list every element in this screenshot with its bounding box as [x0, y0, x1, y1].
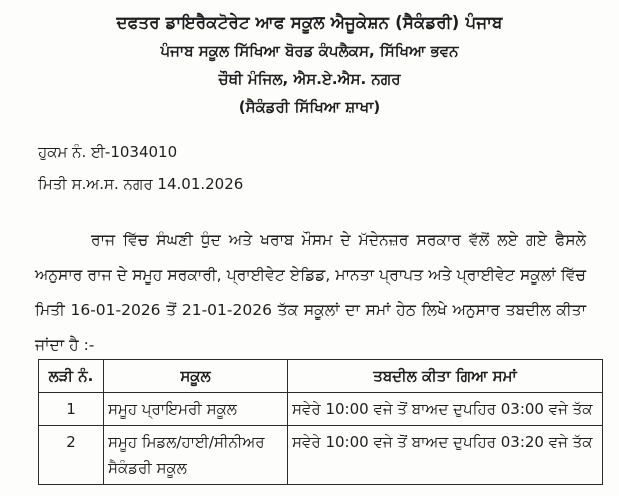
- school-timing-table: [38, 359, 603, 485]
- row-school: ਸਮੂਹ ਪ੍ਰਾਇਮਰੀ ਸਕੂਲ: [104, 393, 288, 426]
- office-address: ਪੰਜਾਬ ਸਕੂਲ ਸਿੱਖਿਆ ਬੋਰਡ ਕੰਪਲੈਕਸ, ਸਿੱਖਿਆ ਭਵਨ: [160, 42, 459, 60]
- order-number: ਹੁਕਮ ਨੰ. ਈ-1034010: [38, 143, 178, 161]
- office-floor-city: ਚੌਥੀ ਮੰਜਿਲ, ਐਸ.ਏ.ਐਸ. ਨਗਰ: [218, 70, 401, 88]
- row-serial: 1: [39, 393, 104, 426]
- table-row: [39, 393, 603, 426]
- header-changed-time: ਤਬਦੀਲ ਕੀਤਾ ਗਿਆ ਸਮਾਂ: [288, 360, 603, 393]
- row-changed-time: ਸਵੇਰੇ 10:00 ਵਜੇ ਤੋਂ ਬਾਅਦ ਦੁਪਹਿਰ 03:20 ਵਜੇ ਤੱਕ: [288, 426, 603, 485]
- office-name: ਦਫਤਰ ਡਾਇਰੈਕਟੋਰੇਟ ਆਫ ਸਕੂਲ ਐਜੂਕੇਸ਼ਨ (ਸੈਕੰਡਰੀ) ਪੰਜਾਬ: [116, 13, 503, 32]
- row-school: ਸਮੂਹ ਮਿਡਲ/ਹਾਈ/ਸੀਨੀਅਰ ਸੈਕੰਡਰੀ ਸਕੂਲ: [104, 426, 288, 485]
- order-date: ਮਿਤੀ ਸ.ਅ.ਸ. ਨਗਰ 14.01.2026: [38, 175, 244, 193]
- header-serial-no: ਲੜੀ ਨੰ.: [39, 360, 104, 393]
- order-meta: [38, 143, 619, 193]
- row-serial: 2: [39, 426, 104, 485]
- branch-name: (ਸੈਕੰਡਰੀ ਸਿੱਖਿਆ ਸ਼ਾਖਾ): [238, 98, 381, 116]
- header-school: ਸਕੂਲ: [104, 360, 288, 393]
- table-row: [39, 426, 603, 485]
- table-header-row: [39, 360, 603, 393]
- body-paragraph: ਰਾਜ ਵਿੱਚ ਸੰਘਣੀ ਧੁੰਦ ਅਤੇ ਖਰਾਬ ਮੌਸਮ ਦੇ ਮੱਦੇਨਜ਼ਰ ਸਰਕਾਰ ਵੱਲੋਂ ਲਏ ਗਏ ਫੈਸਲੇ ਅਨੁਸਾਰ ਰਾਜ ਦੇ ਸਮੂਹ ਸਰਕਾਰੀ, ਪ੍ਰਾਈਵੇਟ ਏਡਿਡ, ਮਾਨਤਾ ਪ੍ਰਾਪਤ ਅਤੇ ਪ੍ਰਾਈਵੇਟ ਸਕੂਲਾਂ ਵਿੱਚ ਮਿਤੀ 16-01-2026 ਤੋਂ 21-01-2026 ਤੱਕ ਸਕੂਲਾਂ ਦਾ ਸਮਾਂ ਹੇਠ ਲਿਖੇ ਅਨੁਸਾਰ ਤਬਦੀਲ ਕੀਤਾ ਜਾਂਦਾ ਹੈ :-: [35, 231, 586, 354]
- letterhead: [0, 0, 619, 116]
- row-changed-time: ਸਵੇਰੇ 10:00 ਵਜੇ ਤੋਂ ਬਾਅਦ ਦੁਪਹਿਰ 03:00 ਵਜੇ ਤੱਕ: [288, 393, 603, 426]
